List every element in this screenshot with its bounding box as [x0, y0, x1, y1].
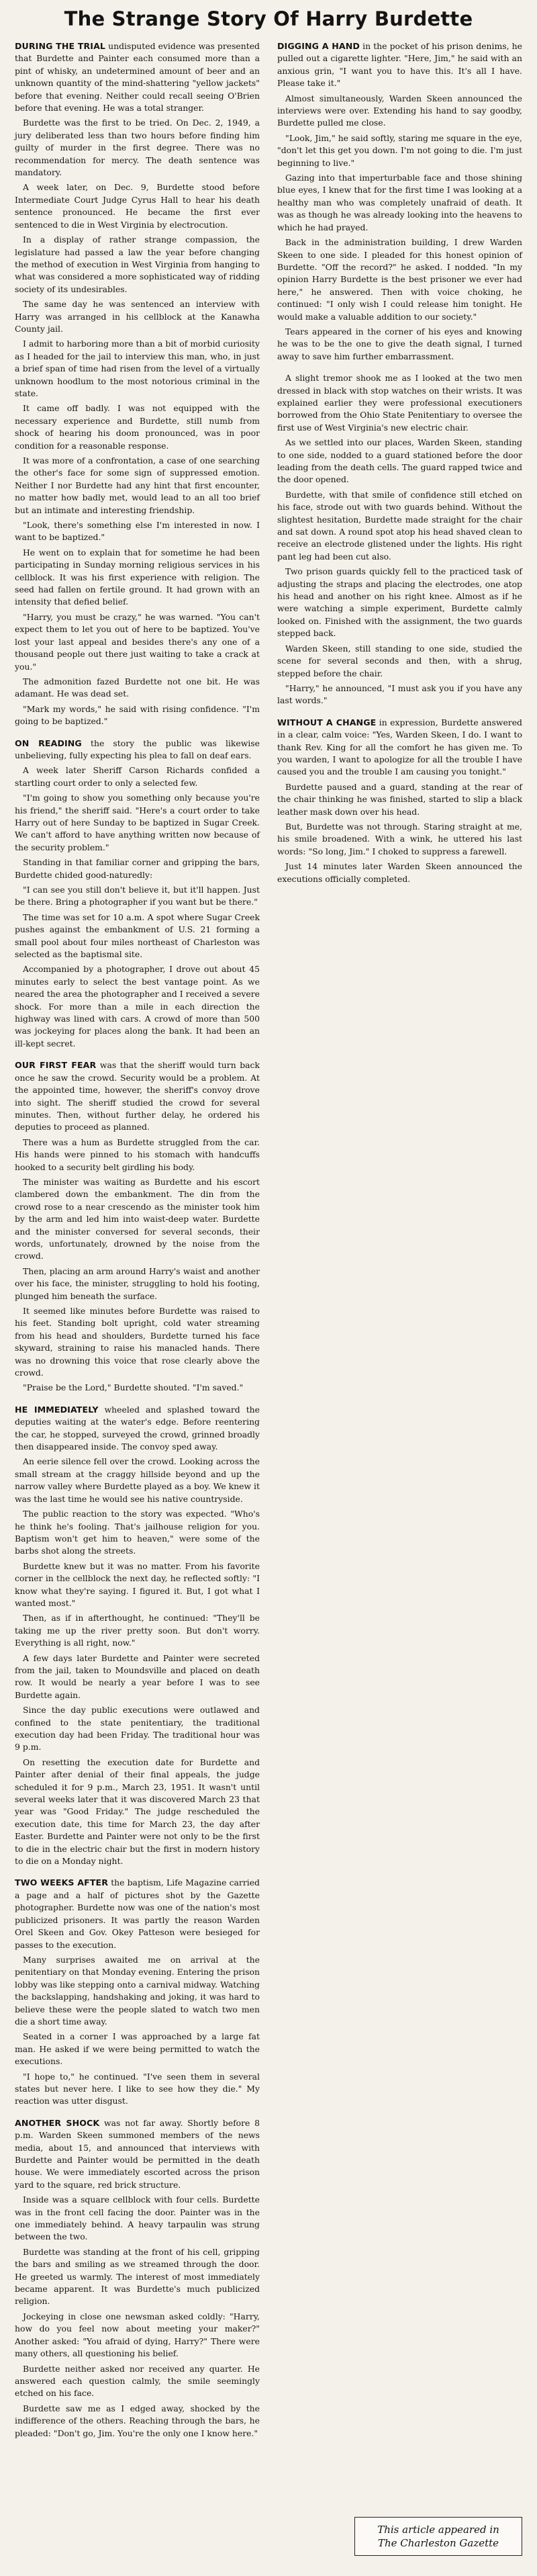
paragraph-text: The admonition fazed Burdette not one bit. He was adamant. He was dead set. [15, 676, 260, 699]
article-paragraph [15, 1652, 260, 1702]
article-paragraph [277, 682, 522, 707]
section-kicker: DURING THE TRIAL [15, 41, 106, 51]
section-kicker: OUR FIRST FEAR [15, 1060, 97, 1071]
article-paragraph [277, 566, 522, 639]
paragraph-text: Seated in a corner I was approached by a large fat man. He asked if we were being permitted to watch the executions. [15, 2031, 260, 2067]
article-paragraph [15, 402, 260, 452]
article-paragraph [15, 1176, 260, 1263]
paragraph-text: Burdette saw me as I edged away, shocked by the indifference of the others. Reaching through the bars, he pleaded: "Don't go, Jim. You're the only one I know here." [15, 2403, 260, 2438]
paragraph-text: Burdette was the first to be tried. On Dec. 2, 1949, a jury deliberated less than two hours before finding him guilty of murder in the first degree. There was no recommendation for mercy. The death sentence was mandatory. [15, 118, 260, 178]
article-paragraph [15, 2071, 260, 2108]
article-paragraph [15, 611, 260, 673]
paragraph-text: "Harry, you must be crazy," he was warned. "You can't expect them to let you out of here to be baptized. You've lost your last appeal and besides there's any one of a thousand people out there just waiting to take a crack at you." [15, 611, 260, 672]
paragraph-text: Burdette, with that smile of confidence still etched on his face, strode out with two guards behind. Without the slightest hesitation, Burdette made straight for the chair and sat down. A round spot atop his head shaved clean to receive an electrode glistened under the lights. His right pant leg had been cut also. [277, 489, 522, 562]
article-paragraph [15, 1305, 260, 1379]
paragraph-text: Burdette paused and a guard, standing at the rear of the chair thinking he was finished, started to slip a black leather mask down over his head. [277, 781, 522, 817]
article-paragraph [277, 326, 522, 363]
article-paragraph [277, 132, 522, 169]
article-paragraph [15, 856, 260, 881]
paragraph-text: "Look, there's something else I'm interested in now. I want to be baptized." [15, 520, 260, 543]
paragraph-text: He went on to explain that for sometime he had been participating in Sunday morning religious services in his cellblock. It was his first experience with religion. The seed had fallen on fertile ground. It had grown with an intensity that defied belief. [15, 547, 260, 607]
section-kicker: HE IMMEDIATELY [15, 1404, 99, 1415]
section-kicker: ON READING [15, 738, 82, 748]
article-paragraph [15, 298, 260, 335]
article-paragraph [15, 1560, 260, 1610]
article-paragraph [277, 717, 522, 779]
article-body [15, 40, 522, 2465]
paragraph-text: "Look, Jim," he said softly, staring me square in the eye, "don't let this get you down. I'm not going to die. I'm just beginning to live." [277, 132, 522, 168]
article-paragraph [15, 764, 260, 789]
paragraph-text: Burdette was standing at the front of his cell, gripping the bars and smiling as we streamed through the door. He greeted us warmly. The interest of most immediately became apparent. It was Burdette's much publicized religion. [15, 2246, 260, 2307]
paragraph-text: It seemed like minutes before Burdette was raised to his feet. Standing bolt upright, cold water streaming from his head and shoulders, Burdette turned his face skyward, straining to raise his manacled hands. There was no drowning this voice that rose clearly above the crowd. [15, 1306, 260, 1378]
article-paragraph [15, 2031, 260, 2068]
paragraph-text: The public reaction to the story was expected. "Who's he think he's fooling. That's jailhouse religion for you. Baptism won't get him to heaven," were some of the barbs shot along the streets. [15, 1509, 260, 1556]
article-paragraph [15, 1382, 260, 1394]
paragraph-text: "I hope to," he continued. "I've seen them in several states but never here. I like to see how they die." My reaction was utter disgust. [15, 2071, 260, 2106]
article-paragraph [15, 1704, 260, 1754]
article-paragraph [15, 455, 260, 517]
paragraph-text: "Mark my words," he said with rising confidence. "I'm going to be baptized." [15, 703, 260, 727]
article-paragraph [15, 703, 260, 728]
article-paragraph [15, 1954, 260, 2028]
article-paragraph [15, 338, 260, 400]
paragraph-text: A week later Sheriff Carson Richards confided a startling court order to only a selected few. [15, 765, 260, 788]
article-paragraph [15, 234, 260, 296]
paragraph-text: "Praise be the Lord," Burdette shouted. "I'm saved." [23, 1382, 244, 1393]
article-paragraph [277, 489, 522, 563]
article-paragraph [277, 93, 522, 130]
paragraph-text: In a display of rather strange compassion, the legislature had passed a law the year before changing the method of execution in West Virginia from hanging to what was considered a more sophisticated way of ridding society of its undesirables. [15, 234, 260, 294]
article-paragraph [15, 117, 260, 179]
paragraph-text: in the pocket of his prison denims, he pulled out a cigarette lighter. "Here, Jim," he said with an anxious grin, "I want you to have this. It's all I have. Please take it." [277, 41, 522, 89]
article-paragraph [277, 781, 522, 818]
article-paragraph [15, 963, 260, 1050]
article-paragraph [15, 2311, 260, 2360]
paragraph-text: The same day he was sentenced an interview with Harry was arranged in his cellblock at the Kanawha County jail. [15, 299, 260, 334]
paragraph-text: As we settled into our places, Warden Skeen, standing to one side, nodded to a guard stationed before the door leading from the death cells. The guard rapped twice and the door opened. [277, 437, 522, 485]
paragraph-text: was not far away. Shortly before 8 p.m. Warden Skeen summoned members of the news media, about 15, and announced that interviews with Burdette and Painter would be permitted in the death house. We were immediately escorted across the prison yard to the square, red brick structure. [15, 2117, 260, 2190]
paragraph-text: the baptism, Life Magazine carried a page and a half of pictures shot by the Gazette photographer. Burdette now was one of the nation's most publicized prisoners. It was partly the reason Warden Orel Skeen and Gov. Okey Patteson were besieged for passes to the execution. [15, 1877, 260, 1950]
article-paragraph [15, 1877, 260, 1951]
article-paragraph [15, 2246, 260, 2308]
paragraph-text: Burdette knew but it was no matter. From his favorite corner in the cellblock the next day, he reflected softly: "I know what they're saying. I figured it. But, I got what I wanted most." [15, 1560, 260, 1608]
article-paragraph [277, 172, 522, 234]
section-kicker: WITHOUT A CHANGE [277, 717, 377, 727]
article-paragraph [15, 792, 260, 854]
paragraph-text: Many surprises awaited me on arrival at the penitentiary on that Monday evening. Entering the prison lobby was like stepping onto a carnival midway. Watching the backslapping, handshaking and joking, it was hard to believe these were the people slated to watch two men die a short time away. [15, 1954, 260, 2027]
article-paragraph [277, 437, 522, 486]
article-paragraph [15, 2363, 260, 2400]
paragraph-text: Warden Skeen, still standing to one side, studied the scene for several seconds and then, with a shrug, stepped before the chair. [277, 643, 522, 678]
article-paragraph [15, 912, 260, 961]
article-paragraph [15, 1404, 260, 1454]
paragraph-text: undisputed evidence was presented that Burdette and Painter each consumed more than a pint of whisky, an undetermined amount of beer and an unknown quantity of the mind-shattering "yellow jackets" before that evening. Neither could recall seeing O'Brien before that evening. He was a total stranger. [15, 41, 260, 114]
paragraph-text: Burdette neither asked nor received any quarter. He answered each question calmly, the smile seemingly etched on his face. [15, 2363, 260, 2399]
paragraph-text: the story the public was likewise unbelieving, fully expecting his plea to fall on deaf ears. [15, 738, 260, 760]
paragraph-text: Tears appeared in the corner of his eyes and knowing he was to be the one to give the death signal, I turned away to save him further embarrassment. [277, 326, 522, 361]
article-paragraph [15, 2117, 260, 2191]
paragraph-text: Just 14 minutes later Warden Skeen announced the executions officially completed. [277, 861, 522, 884]
paragraph-text: An eerie silence fell over the crowd. Looking across the small stream at the craggy hillside beyond and up the narrow valley where Burdette played as a boy. We knew it was the last time he would see his native countryside. [15, 1456, 260, 1504]
paragraph-text: Gazing into that imperturbable face and those shining blue eyes, I knew that for the first time I was looking at a healthy man who was completely unafraid of death. It was as though he was already looking into the heavens to which he had prayed. [277, 173, 522, 232]
paragraph-text: Then, placing an arm around Harry's waist and another over his face, the minister, struggling to hold his footing, plunged him beneath the surface. [15, 1265, 260, 1301]
paragraph-text: Almost simultaneously, Warden Skeen announced the interviews were over. Extending his hand to say goodby, Burdette pulled me close. [277, 93, 522, 128]
headline: The Strange Story Of Harry Burdette [64, 7, 473, 30]
paragraph-text: Since the day public executions were outlawed and confined to the state penitentiary, the traditional execution day had been Friday. The traditional hour was 9 p.m. [15, 1705, 260, 1752]
article-paragraph [15, 40, 260, 114]
article-paragraph [15, 519, 260, 544]
paragraph-text: A week later, on Dec. 9, Burdette stood before Intermediate Court Judge Cyrus Hall to hear his death sentence pronounced. He became the first ever sentenced to die in West Virginia by electrocution. [15, 182, 260, 230]
article-paragraph [15, 181, 260, 231]
paragraph-text: There was a hum as Burdette struggled from the car. His hands were pinned to his stomach with handcuffs hooked to a security belt girdling his body. [15, 1137, 260, 1172]
article-paragraph [277, 40, 522, 90]
article-paragraph [15, 1757, 260, 1868]
paragraph-text: Inside was a square cellblock with four cells. Burdette was in the front cell facing the door. Painter was in the one immediately behind. A heavy tarpaulin was strung between the two. [15, 2194, 260, 2242]
article-paragraph [15, 884, 260, 909]
paragraph-text: It was more of a confrontation, a case of one searching the other's face for some sign of suppressed emotion. Neither I nor Burdette had any hint that first encounter, no matter how badly met, would lead to an all too brief but an intimate and interesting friendship. [15, 455, 260, 515]
article-paragraph [277, 372, 522, 434]
article-paragraph [277, 860, 522, 885]
credit-line-1: This article appeared in [377, 2524, 499, 2536]
article-paragraph [15, 1265, 260, 1302]
paragraph-text: On resetting the execution date for Burdette and Painter after denial of their final appeals, the judge scheduled it for 9 p.m., March 23, 1951. It wasn't until several weeks later that it was discovered March 23 that year was "Good Friday." The judge rescheduled the execution date, this time for March 23, the day after Easter. Burdette and Painter were not only to be the first to die in the electric chair but the first in modern history to die on a Monday night. [15, 1757, 260, 1867]
article-paragraph [15, 1059, 260, 1133]
article-paragraph [15, 1137, 260, 1173]
paragraph-text: Back in the administration building, I drew Warden Skeen to one side. I pleaded for this honest opinion of Burdette. "Off the record?" he asked. I nodded. "In my opinion Harry Burdette is the best prisoner we ever had here," he answered. Then with voice choking, he continued: "I only wish I could release him tonight. He would make a valuable addition to our society." [277, 237, 522, 322]
source-credit-box [354, 2517, 522, 2556]
paragraph-text: But, Burdette was not through. Staring straight at me, his smile broadened. With a wink, he uttered his last words: "So long, Jim." I choked to suppress a farewell. [277, 821, 522, 856]
article-paragraph [277, 236, 522, 323]
article-paragraph [15, 1612, 260, 1649]
article-paragraph [15, 1456, 260, 1505]
article-paragraph [15, 1508, 260, 1558]
article-paragraph [15, 547, 260, 609]
paragraph-text: It came off badly. I was not equipped with the necessary experience and Burdette, still numb from shock of hearing his doom pronounced, was in poor condition for a reasonable response. [15, 403, 260, 451]
section-kicker: DIGGING A HAND [277, 41, 360, 51]
article-paragraph [15, 2403, 260, 2440]
paragraph-text: "I'm going to show you something only because you're his friend," the sheriff said. "Here's a court order to take Harry out of here Sunday to be baptized in Sugar Creek. We can't afford to have anything written now because of the security problem." [15, 793, 260, 852]
paragraph-text: Accompanied by a photographer, I drove out about 45 minutes early to select the best vantage point. As we neared the area the photographer and I received a severe shock. For more than a mile in each direction the highway was lined with cars. A crowd of more than 500 was jockeying for places along the bank. It had been an ill-kept secret. [15, 964, 260, 1049]
paragraph-text: Jockeying in close one newsman asked coldly: "Harry, how do you feel now about meeting your maker?" Another asked: "You afraid of dying, Harry?" There were many others, all questioning his belief. [15, 2311, 260, 2359]
paragraph-text: "I can see you still don't believe it, but it'll happen. Just be there. Bring a photographer if you want but be there." [15, 885, 260, 907]
section-kicker: TWO WEEKS AFTER [15, 1877, 109, 1888]
paragraph-text: A few days later Burdette and Painter were secreted from the jail, taken to Moundsville and placed on death row. It would be nearly a year before I was to see Burdette again. [15, 1652, 260, 1700]
article-paragraph [277, 821, 522, 858]
article-paragraph [15, 738, 260, 762]
paragraph-text: was that the sheriff would turn back once he saw the crowd. Security would be a problem. At the appointed time, however, the sheriff's convoy drove into sight. The sheriff studied the crowd for several minutes. Then, without further delay, he ordered his deputies to proceed as planned. [15, 1060, 260, 1132]
paragraph-text: The minister was waiting as Burdette and his escort clambered down the embankment. The din from the crowd rose to a near crescendo as the minister took him by the arm and led him into waist-deep water. Burdette and the minister conversed for several seconds, their words, unfortunately, drowned by the noise from the crowd. [15, 1176, 260, 1261]
article-paragraph [277, 643, 522, 680]
section-kicker: ANOTHER SHOCK [15, 2117, 100, 2128]
paragraph-text: "Harry," he announced, "I must ask you if you have any last words." [277, 682, 522, 706]
paragraph-text: I admit to harboring more than a bit of morbid curiosity as I headed for the jail to interview this man, who, in just a brief span of time had risen from the level of a virtually unknown hoodlum to the most notorious criminal in the state. [15, 339, 260, 398]
article-paragraph [15, 676, 260, 701]
paragraph-text: The time was set for 10 a.m. A spot where Sugar Creek pushes against the embankment of U.S. 21 forming a small pool about four miles northeast of Charleston was selected as the baptismal site. [15, 912, 260, 960]
credit-line-2: The Charleston Gazette [377, 2537, 499, 2549]
paragraph-text: wheeled and splashed toward the deputies waiting at the water's edge. Before reentering the car, he stopped, surveyed the crowd, grinned broadly then disappeared inside. The convoy sped away. [15, 1404, 260, 1452]
paragraph-text: Two prison guards quickly fell to the practiced task of adjusting the straps and placing the electrodes, one atop his head and another on his right knee. Almost as if he were watching a simple experiment, Burdette calmly looked on. Finished with the assignment, the two guards stepped back. [277, 566, 522, 639]
paragraph-text: Then, as if in afterthought, he continued: "They'll be taking me up the river pretty soon. But don't worry. Everything is all right, now." [15, 1613, 260, 1648]
paragraph-text: in expression, Burdette answered in a clear, calm voice: "Yes, Warden Skeen, I do. I want to thank Rev. King for all the comfort he has given me. To you warden, I want to apologize for all the trouble I have caused you and the trouble I am causing you tonight." [277, 717, 522, 777]
paragraph-text: Standing in that familiar corner and gripping the bars, Burdette chided good-naturedly: [15, 857, 260, 880]
paragraph-text: A slight tremor shook me as I looked at the two men dressed in black with stop watches on their wrists. It was explained earlier they were professional executioners borrowed from the Ohio State Penitentiary to oversee the first use of West Virginia's new electric chair. [277, 373, 522, 433]
article-paragraph [15, 2194, 260, 2244]
